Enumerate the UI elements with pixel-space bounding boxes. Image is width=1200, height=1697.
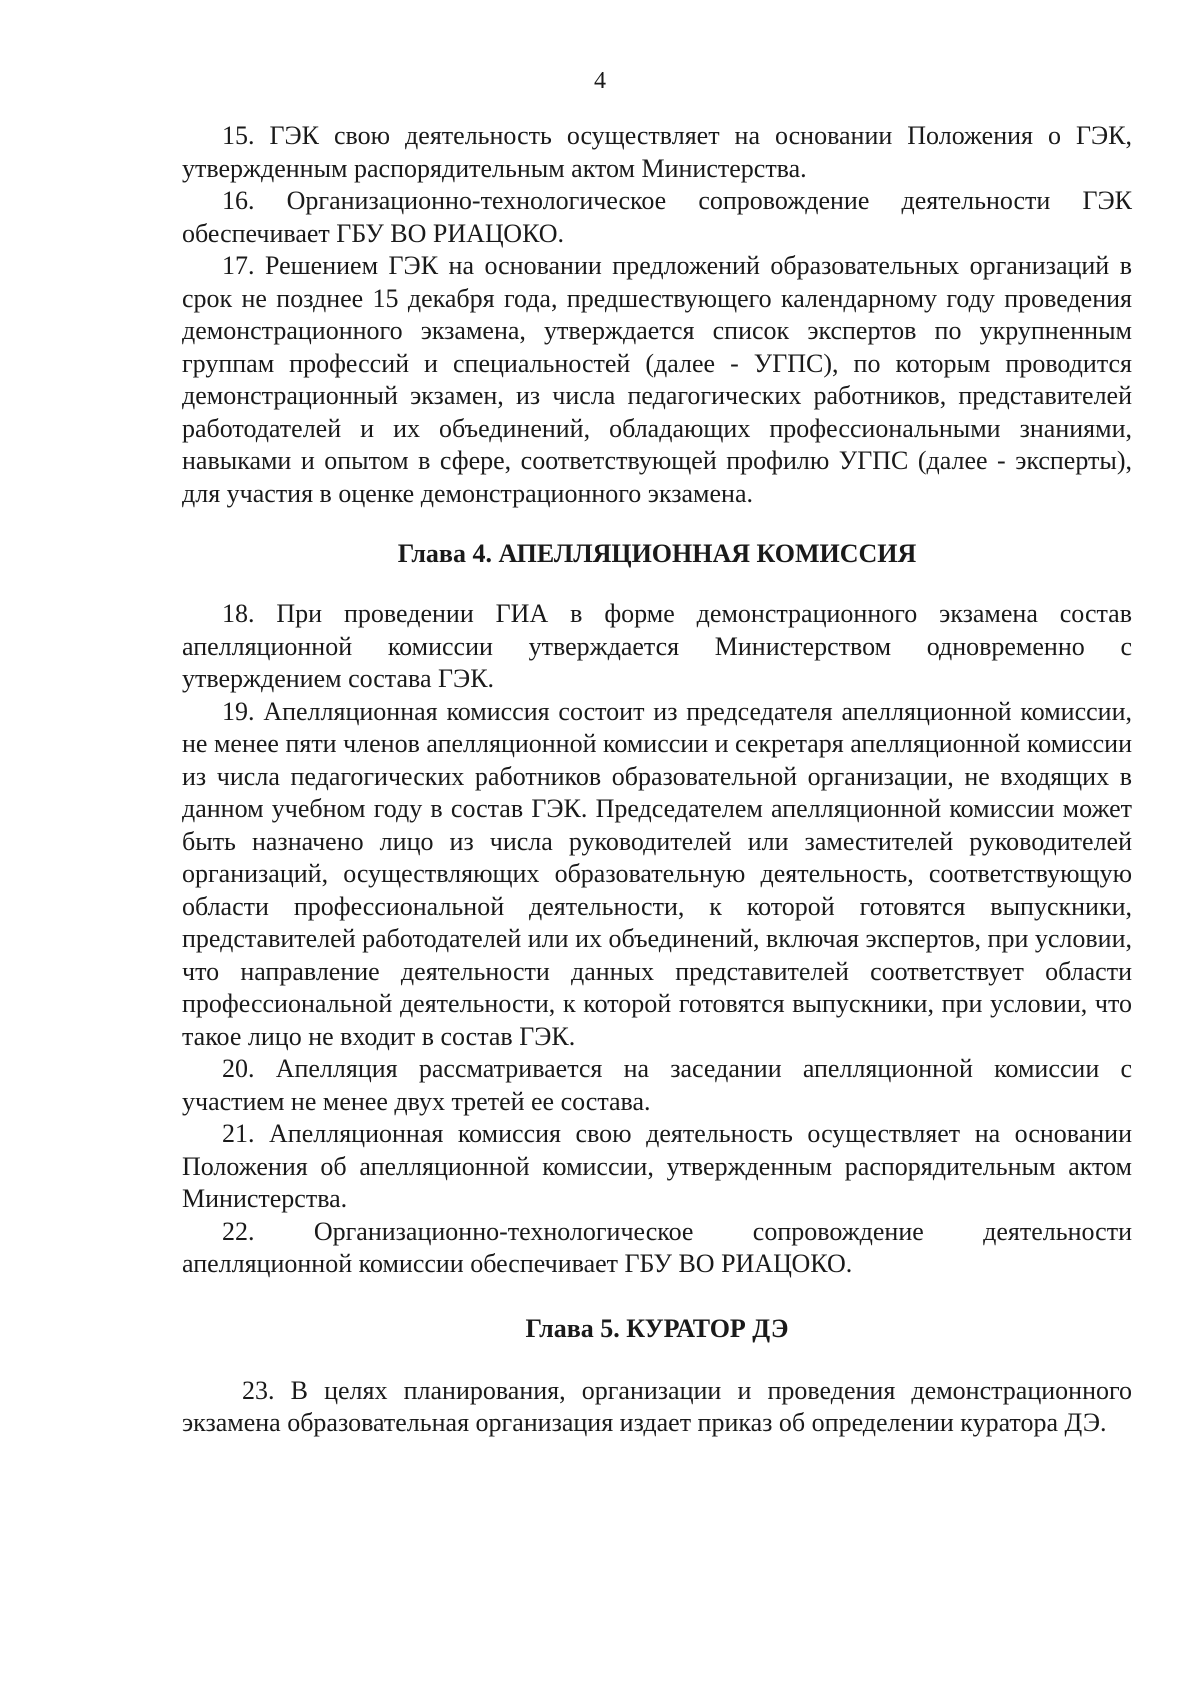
chapter-5-heading: Глава 5. КУРАТОР ДЭ [525,1313,789,1343]
paragraph-22: 22. Организационно-технологическое сопровождение деятельности апелляционной комиссии обеспечивает ГБУ ВО РИАЦОКО. [182,1216,1132,1278]
chapter-4-heading: Глава 4. АПЕЛЛЯЦИОННАЯ КОМИССИЯ [397,539,917,568]
page-number: 4 [594,68,606,94]
paragraph-19: 19. Апелляционная комиссия состоит из председателя апелляционной комиссии, не менее пяти членов апелляционной комиссии и секретаря апелляционной комиссии из числа педагогических работников образовательной организации, не входящих в данном учебном году в состав ГЭК. Председателем апелляционной комиссии может быть назначено лицо из числа руководителей или заместителей руководителей организаций, осуществляющих образовательную деятельность, соответствующую области профессиональной деятельности, к которой готовятся выпускники, представителей работодателей или их объединений, включая экспертов, при условии, что направление деятельности данных представителей соответствует области профессиональной деятельности, к которой готовятся выпускники, при условии, что такое лицо не входит в состав ГЭК. [182,696,1132,1051]
document-body [182,120,1132,1440]
paragraph-23: 23. В целях планирования, организации и проведения демонстрационного экзамена образовательная организация издает приказ об определении куратора ДЭ. [182,1375,1132,1437]
paragraph-16: 16. Организационно-технологическое сопровождение деятельности ГЭК обеспечивает ГБУ ВО РИАЦОКО. [182,186,1132,248]
paragraph-20: 20. Апелляция рассматривается на заседании апелляционной комиссии с участием не менее двух третей ее состава. [182,1054,1132,1116]
paragraph-21: 21. Апелляционная комиссия свою деятельность осуществляет на основании Положения об апелляционной комиссии, утвержденным распорядительным актом Министерства. [182,1119,1132,1213]
paragraph-15: 15. ГЭК свою деятельность осуществляет на основании Положения о ГЭК, утвержденным распорядительным актом Министерства. [182,121,1132,183]
paragraph-18: 18. При проведении ГИА в форме демонстрационного экзамена состав апелляционной комиссии утверждается Министерством одновременно с утверждением состава ГЭК. [182,599,1132,693]
paragraph-17: 17. Решением ГЭК на основании предложений образовательных организаций в срок не позднее 15 декабря года, предшествующего календарному году проведения демонстрационного экзамена, утверждается список экспертов по укрупненным группам профессий и специальностей (далее - УГПС), по которым проводится демонстрационный экзамен, из числа педагогических работников, представителей работодателей и их объединений, обладающих профессиональными знаниями, навыками и опытом в сфере, соответствующей профилю УГПС (далее - эксперты), для участия в оценке демонстрационного экзамена. [182,251,1132,508]
